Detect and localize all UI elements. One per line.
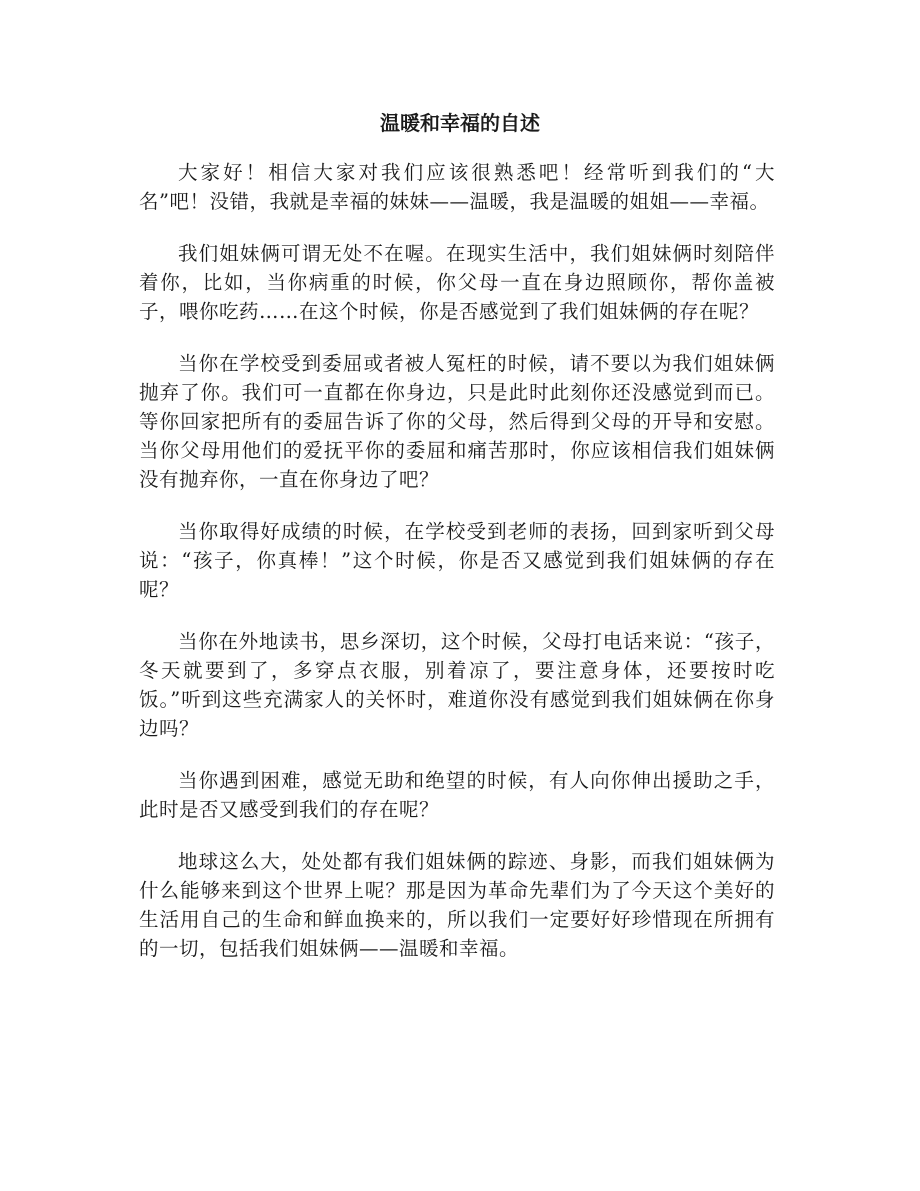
paragraph-2: 我们姐妹俩可谓无处不在喔。在现实生活中，我们姐妹俩时刻陪伴着你，比如，当你病重的时候，你父母一直在身边照顾你，帮你盖被子，喂你吃药……在这个时候，你是否感觉到了我们姐妹俩的存在呢？ [139,242,775,323]
paragraph-3: 当你在学校受到委屈或者被人冤枉的时候，请不要以为我们姐妹俩抛弃了你。我们可一直都在你身边，只是此时此刻你还没感觉到而已。等你回家把所有的委屈告诉了你的父母，然后得到父母的开导和安慰。当你父母用他们的爱抚平你的委屈和痛苦那时，你应该相信我们姐妹俩没有抛弃你，一直在你身边了吧？ [139,352,775,491]
paragraph-7: 地球这么大，处处都有我们姐妹俩的踪迹、身影，而我们姐妹俩为什么能够来到这个世界上呢？那是因为革命先辈们为了今天这个美好的生活用自己的生命和鲜血换来的，所以我们一定要好好珍惜现在所拥有的一切，包括我们姐妹俩——温暖和幸福。 [139,850,775,960]
document-body [139,158,775,986]
paragraph-5: 当你在外地读书，思乡深切，这个时候，父母打电话来说：“孩子，冬天就要到了，多穿点衣服，别着凉了，要注意身体，还要按时吃饭。”听到这些充满家人的关怀时，难道你没有感觉到我们姐妹俩在你身边吗？ [139,630,775,740]
paragraph-4: 当你取得好成绩的时候，在学校受到老师的表扬，回到家听到父母说：“孩子，你真棒！”这个时候，你是否又感觉到我们姐妹俩的存在呢？ [139,520,775,601]
document-title: 温暖和幸福的自述 [380,111,540,135]
paragraph-1: 大家好！相信大家对我们应该很熟悉吧！经常听到我们的“大名”吧！没错，我就是幸福的妹妹——温暖，我是温暖的姐姐——幸福。 [139,161,775,213]
paragraph-6: 当你遇到困难，感觉无助和绝望的时候，有人向你伸出援助之手，此时是否又感受到我们的存在呢？ [139,769,775,821]
